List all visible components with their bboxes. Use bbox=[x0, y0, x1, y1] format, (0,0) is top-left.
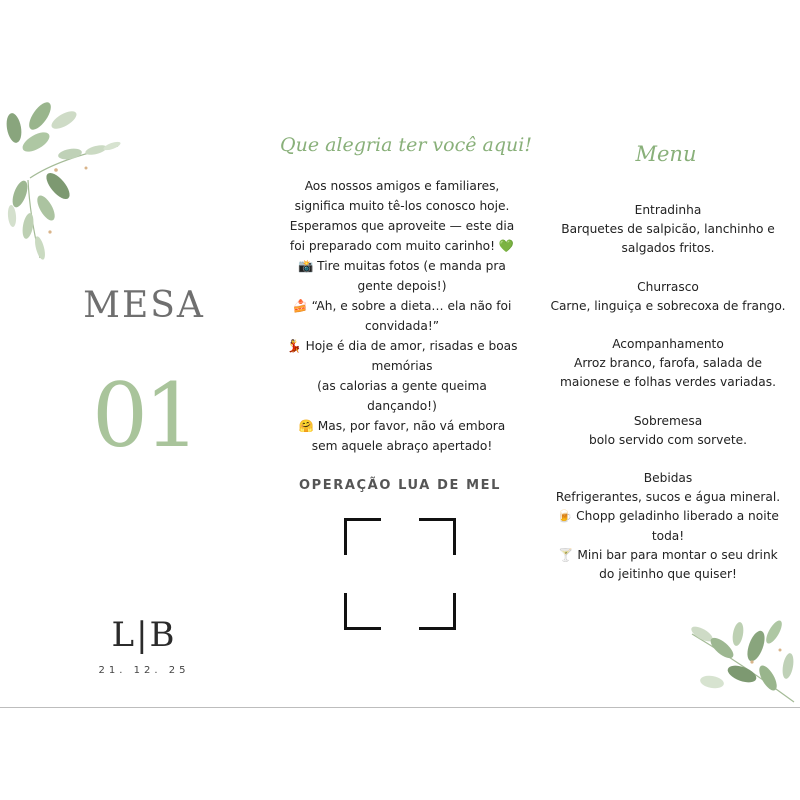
menu-section-heading: Entradinha bbox=[634, 203, 702, 217]
menu-item-line: Refrigerantes, sucos e água mineral. bbox=[555, 490, 781, 505]
table-label: MESA bbox=[83, 285, 205, 326]
menu-section-heading: Acompanhamento bbox=[612, 337, 724, 352]
welcome-line: dançando!) bbox=[367, 399, 437, 413]
table-number: 01 bbox=[92, 364, 196, 467]
welcome-line: (as calorias a gente queima bbox=[317, 379, 487, 393]
welcome-line: 💃 Hoje é dia de amor, risadas e boas bbox=[286, 339, 518, 353]
welcome-line: gente depois!) bbox=[357, 279, 447, 293]
welcome-title: Que alegria ter você aqui! bbox=[280, 134, 532, 156]
qr-corner-icon bbox=[419, 593, 456, 630]
wedding-date: 21. 12. 25 bbox=[98, 665, 190, 676]
welcome-line: foi preparado com muito carinho! 💚 bbox=[289, 239, 515, 253]
welcome-line: 🍰 “Ah, e sobre a dieta… ela não foi bbox=[292, 299, 512, 313]
bottom-divider bbox=[0, 707, 800, 708]
welcome-line: Esperamos que aproveite — este dia bbox=[289, 219, 515, 233]
menu-item-line: Barquetes de salpicão, lanchinho e bbox=[561, 222, 775, 237]
menu-item-line: do jeitinho que quiser! bbox=[599, 567, 737, 582]
menu-item-line: 🍸 Mini bar para montar o seu drink bbox=[558, 547, 778, 562]
menu-item-line: bolo servido com sorvete. bbox=[588, 432, 747, 447]
honeymoon-gift-title: OPERAÇÃO LUA DE MEL bbox=[299, 478, 501, 493]
qr-corner-icon bbox=[344, 518, 381, 555]
welcome-line: convidada!” bbox=[364, 319, 440, 333]
welcome-line: significa muito tê-los conosco hoje. bbox=[294, 199, 510, 213]
foliage-bottom-right-icon bbox=[682, 604, 800, 708]
menu-section-heading: Bebidas bbox=[643, 471, 693, 486]
welcome-line: 📸 Tire muitas fotos (e manda pra bbox=[298, 259, 506, 273]
menu-section-heading: Churrasco bbox=[637, 279, 699, 294]
couple-monogram: L|B bbox=[111, 615, 177, 655]
foliage-top-left-icon bbox=[0, 98, 128, 263]
menu-title: Menu bbox=[635, 142, 697, 166]
welcome-line: Aos nossos amigos e familiares, bbox=[304, 179, 500, 193]
welcome-line: memórias bbox=[371, 359, 433, 373]
menu-section-sobremesa bbox=[548, 412, 788, 450]
welcome-message bbox=[274, 176, 530, 456]
menu-section-entradinha bbox=[548, 201, 788, 259]
menu-section-churrasco bbox=[548, 278, 788, 316]
welcome-line: 🤗 Mas, por favor, não vá embora bbox=[298, 419, 506, 433]
qr-corner-icon bbox=[419, 518, 456, 555]
menu-item-line: 🍺 Chopp geladinho liberado a noite bbox=[557, 509, 779, 524]
menu-item-line: Carne, linguiça e sobrecoxa de frango. bbox=[550, 298, 786, 313]
menu-section-bebidas bbox=[548, 469, 788, 584]
menu-item-line: toda! bbox=[651, 528, 685, 543]
qr-corner-icon bbox=[344, 593, 381, 630]
menu-list bbox=[548, 201, 788, 603]
menu-item-line: maionese e folhas verdes variadas. bbox=[560, 375, 776, 390]
menu-section-acompanhamento bbox=[548, 335, 788, 393]
qr-code-frame[interactable] bbox=[344, 518, 456, 630]
menu-item-line: salgados fritos. bbox=[621, 241, 715, 256]
welcome-line: sem aquele abraço apertado! bbox=[311, 439, 493, 453]
menu-section-heading: Sobremesa bbox=[633, 413, 703, 428]
menu-item-line: Arroz branco, farofa, salada de bbox=[574, 356, 762, 371]
